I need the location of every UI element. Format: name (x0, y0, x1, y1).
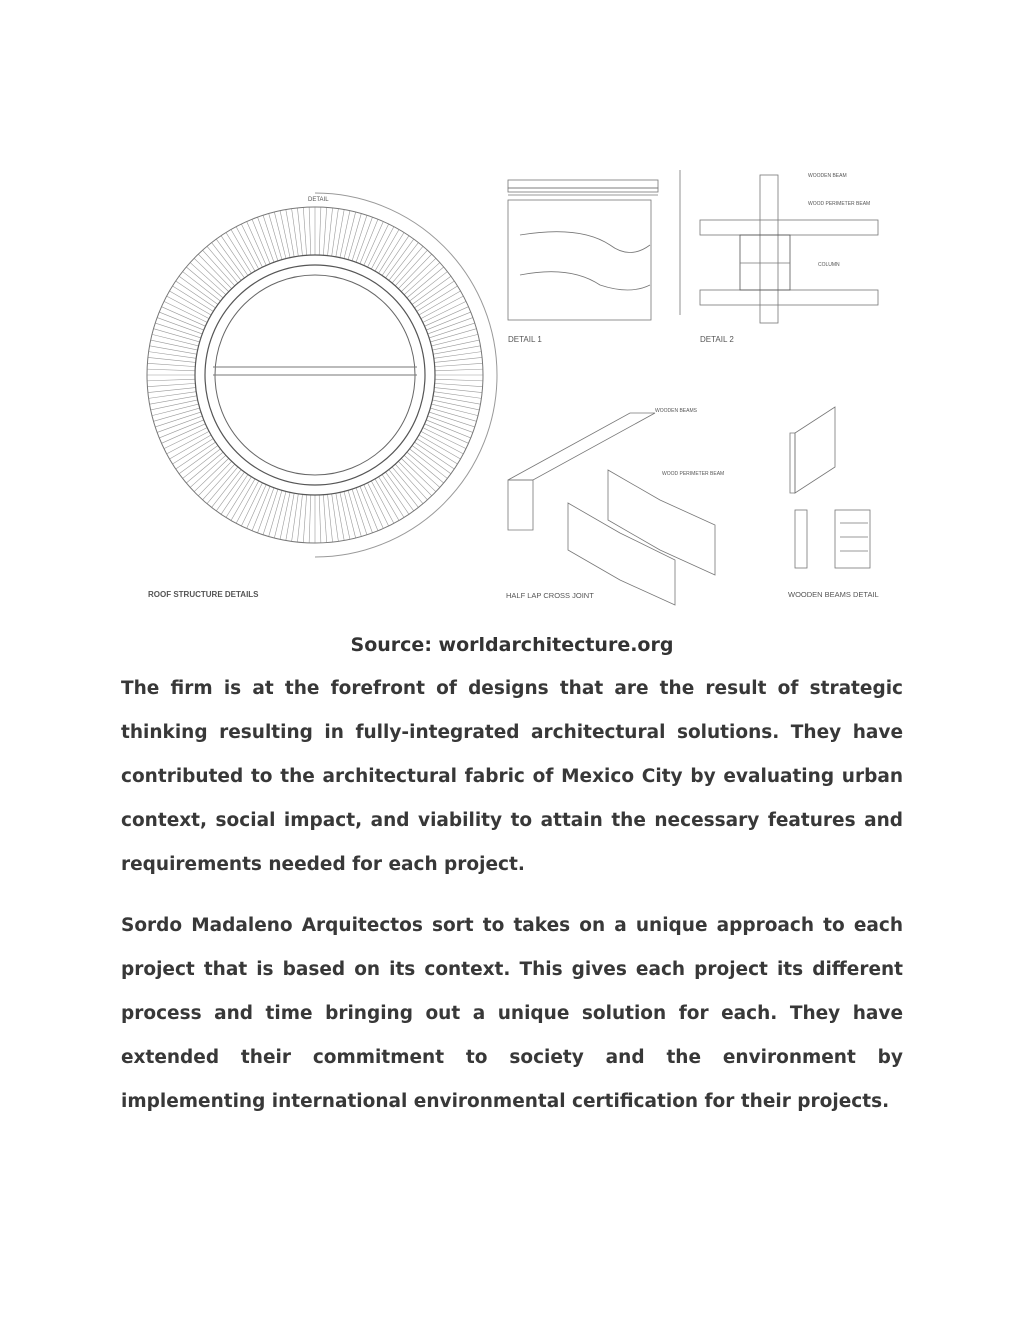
detail-1-drawing (508, 170, 680, 344)
wood-perimeter-beam-label: WOOD PERIMETER BEAM (808, 201, 871, 207)
wooden-beam-label: WOODEN BEAM (808, 173, 847, 179)
wooden-beams-detail-label: WOODEN BEAMS DETAIL (788, 590, 879, 599)
paragraph-approach: Sordo Madaleno Arquitectos sort to takes on a unique approach to each project that is based on its context. This gives each project its different process and time bringing out a unique solution for each. They have extended their commitment to society and the environment by implementing international environmental certification for their projects. (121, 915, 903, 1112)
image-source-caption: Source: worldarchitecture.org (350, 634, 674, 656)
wooden-beams-detail-drawing (788, 407, 879, 599)
detail-2-drawing (700, 173, 878, 344)
detail-1-label: DETAIL 1 (508, 335, 542, 344)
roof-plan-drawing (147, 193, 497, 599)
column-label: COLUMN (818, 262, 840, 268)
detail-callout: DETAIL (308, 197, 329, 203)
paragraph-firm-overview: The firm is at the forefront of designs that are the result of strategic thinking resulting in fully-integrated architectural solutions. They have contributed to the architectural fabric of Mexico City by evaluating urban context, social impact, and viability to attain the necessary features and requirements needed for each project. (121, 678, 903, 875)
wood-perimeter-beam-label-2: WOOD PERIMETER BEAM (662, 471, 725, 477)
half-lap-label: HALF LAP CROSS JOINT (506, 591, 594, 600)
roof-structure-title: ROOF STRUCTURE DETAILS (148, 590, 259, 599)
half-lap-joint-drawing (506, 408, 724, 605)
roof-structure-figure (140, 135, 908, 630)
wooden-beams-label: WOODEN BEAMS (655, 408, 697, 414)
detail-2-label: DETAIL 2 (700, 335, 734, 344)
